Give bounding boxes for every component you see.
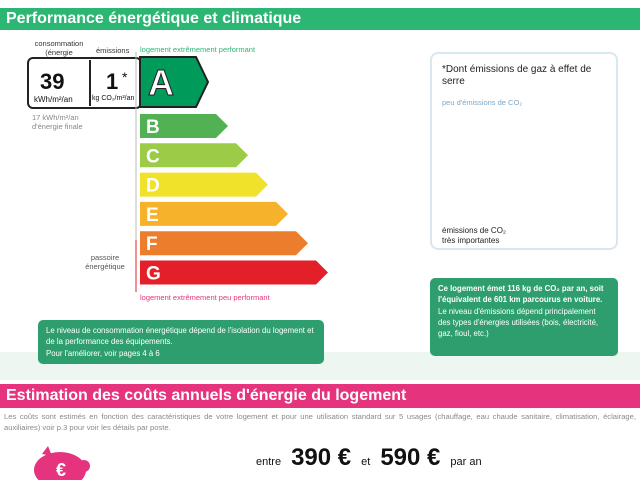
ges-low-label: peu d'émissions de CO₂ <box>442 98 523 107</box>
emissions-label: émissions <box>96 46 130 55</box>
energy-class-letter-c: C <box>146 146 160 168</box>
passoire-label: passoire énergétique <box>85 253 125 271</box>
energy-class-letter-g: G <box>146 263 161 285</box>
bottom-performance-label: logement extrêmement peu performant <box>140 293 270 302</box>
cost-max: 590 € <box>380 444 441 471</box>
cost-per-year: par an <box>450 456 482 468</box>
emission-star: * <box>122 69 128 85</box>
energy-class-arrow-e <box>140 202 288 226</box>
ges-title: *Dont émissions de gaz à effet de serre <box>442 64 592 87</box>
costs-title: Estimation des coûts annuels d'énergie du logement <box>6 387 407 404</box>
consumption-callout: Le niveau de consommation énergétique dépend de l'isolation du logement et de la performance des équipements. Pour l'améliorer, voir pages 4 à 6 <box>38 320 324 364</box>
performance-title: Performance énergétique et climatique <box>6 10 302 27</box>
cost-between: entre <box>256 456 282 468</box>
top-performance-label: logement extrêmement performant <box>140 45 256 54</box>
energy-class-letter-d: D <box>146 175 160 197</box>
piggy-euro-symbol: € <box>56 460 67 480</box>
energy-class-arrow-g <box>140 261 328 285</box>
cost-and: et <box>361 456 371 468</box>
emission-unit: kg CO₂/m²/an <box>92 95 135 102</box>
consumption-value: 39 <box>40 69 65 94</box>
costs-banner <box>0 384 640 408</box>
emission-value: 1 <box>106 69 119 94</box>
costs-description: Les coûts sont estimés en fonction des caractéristiques de votre logement et pour une utilisation standard sur 5 usages (chauffage, eau chaude sanitaire, climatisation, éclairage, auxiliaires) voir p.3 pour voir les détails par poste. <box>4 412 636 433</box>
ges-high-label: émissions de CO₂ très importantes <box>442 226 507 245</box>
energy-class-arrow-f <box>140 231 308 255</box>
energy-class-letter-f: F <box>146 234 158 256</box>
consumption-unit: kWh/m²/an <box>34 95 73 104</box>
cost-min: 390 € <box>291 444 352 471</box>
emissions-callout <box>430 278 618 356</box>
piggy-bank-icon <box>24 446 96 480</box>
emissions-callout-bold: Ce logement émet 116 kg de CO₂ par an, soit l'équivalent de 601 km parcourus en voiture. <box>438 284 604 305</box>
energy-class-letter-a: A <box>148 62 174 103</box>
cost-range <box>256 444 482 472</box>
final-energy-note: 17 kWh/m²/an d'énergie finale <box>32 113 83 131</box>
energy-class-letter-e: E <box>146 204 159 226</box>
emissions-callout-text: Le niveau d'émissions dépend principalement des types d'énergies utilisées (bois, électricité, gaz, fioul, etc.) <box>438 306 599 339</box>
conso-label: consommation (énergie <box>34 39 84 57</box>
energy-class-letter-b: B <box>146 117 160 138</box>
